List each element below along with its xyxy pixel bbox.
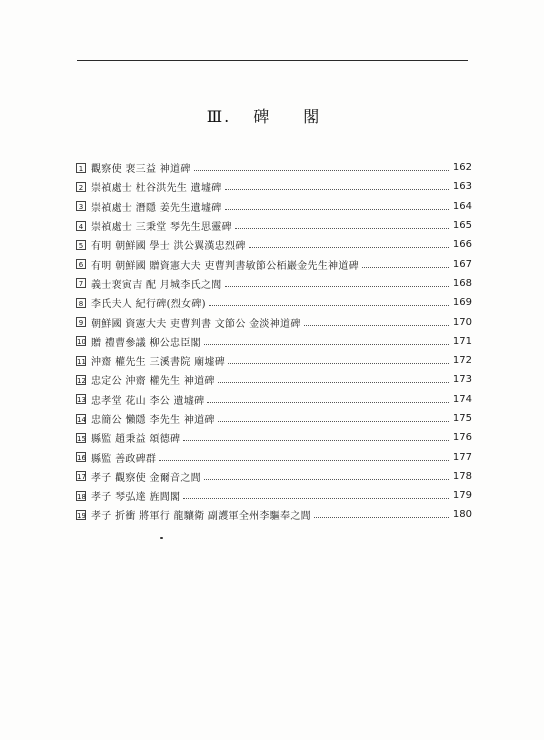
toc-entry-page: 171 <box>452 335 472 347</box>
toc-entry <box>76 216 472 235</box>
toc-dot-leader <box>194 170 449 171</box>
toc-entry-title: 忠簡公 懶隱 李先生 神道碑 <box>91 415 215 426</box>
toc-dot-leader <box>314 517 449 518</box>
toc-dot-leader <box>225 189 449 190</box>
toc-entry-number: 13 <box>77 396 86 405</box>
toc-entry-number: 6 <box>76 259 86 269</box>
toc-entry-title: 忠孝堂 花山 李公 遺墟碑 <box>91 395 205 407</box>
toc-entry-page: 169 <box>452 297 472 309</box>
toc-dot-leader <box>218 382 449 383</box>
toc-entry-page: 176 <box>452 432 472 444</box>
toc-entry-page: 165 <box>452 220 472 232</box>
toc-dot-leader <box>225 209 449 210</box>
toc-entry-page: 180 <box>452 509 472 521</box>
toc-entry-page: 177 <box>452 451 472 463</box>
toc-dot-leader <box>304 325 449 326</box>
toc-entry-page: 172 <box>452 355 472 367</box>
toc-entry-page: 164 <box>452 200 472 212</box>
toc-entry-page: 178 <box>452 470 472 482</box>
toc-entry-number: 8 <box>76 298 86 308</box>
section-numeral: Ⅲ. <box>206 107 232 126</box>
toc-entry <box>76 293 472 312</box>
print-speck <box>160 537 163 539</box>
toc-dot-leader <box>204 479 449 480</box>
toc-dot-leader <box>228 363 449 364</box>
toc-dot-leader <box>183 498 449 499</box>
toc-entry-title: 崇禎處士 杜谷洪先生 遺墟碑 <box>91 183 222 195</box>
toc-entry-number: 16 <box>77 454 86 463</box>
toc-dot-leader <box>235 228 449 229</box>
toc-dot-leader <box>183 440 449 441</box>
toc-entry-page: 174 <box>452 393 472 405</box>
toc-dot-leader <box>249 247 449 248</box>
toc-entry-number: 4 <box>76 221 86 231</box>
toc-entry-title: 忠定公 沖齋 權先生 神道碑 <box>91 376 215 388</box>
toc-entry-page: 167 <box>452 258 472 270</box>
toc-entry <box>76 505 472 524</box>
top-rule <box>77 60 468 61</box>
toc-entry <box>76 158 472 177</box>
toc-entry-number: 5 <box>76 240 86 250</box>
toc-dot-leader <box>204 344 449 345</box>
table-of-contents <box>76 158 472 525</box>
toc-entry-title: 孝子 琴弘達 旌閭閣 <box>91 492 181 504</box>
toc-entry-number: 3 <box>76 201 86 211</box>
toc-dot-leader <box>159 460 449 461</box>
section-title-char-2: 閣 <box>303 107 322 126</box>
toc-entry-page: 162 <box>452 162 472 174</box>
toc-entry <box>76 486 472 505</box>
toc-entry <box>76 447 472 466</box>
toc-entry-title: 縣監 善政碑群 <box>91 453 157 465</box>
toc-entry-number: 19 <box>77 511 86 520</box>
toc-entry <box>76 428 472 447</box>
toc-entry-number: 9 <box>76 317 86 327</box>
toc-entry-title: 有明 朝鮮國 學士 洪公翼漢忠烈碑 <box>91 241 246 253</box>
toc-entry-title: 朝鮮國 資憲大夫 吏曹判書 文節公 金淡神道碑 <box>91 318 301 330</box>
toc-entry-title: 義士裵寅吉 配 月城李氏之閭 <box>91 279 222 291</box>
toc-dot-leader <box>209 305 449 306</box>
toc-entry-page: 173 <box>452 374 472 386</box>
toc-entry-title: 孝子 折衝 將軍行 龍驤衛 副護軍全州李驅奉之閭 <box>91 511 311 523</box>
toc-entry <box>76 254 472 273</box>
toc-entry <box>76 274 472 293</box>
toc-entry-title: 孝子 觀察使 金爾音之閭 <box>91 472 201 484</box>
toc-entry <box>76 467 472 486</box>
toc-entry-number: 17 <box>77 473 86 482</box>
toc-entry-page: 166 <box>452 239 472 251</box>
section-title <box>0 104 544 127</box>
toc-dot-leader <box>218 421 449 422</box>
toc-entry <box>76 177 472 196</box>
toc-entry <box>76 197 472 216</box>
toc-entry <box>76 312 472 331</box>
toc-entry-title: 崇禎處士 潛隱 姜先生遺墟碑 <box>91 202 222 214</box>
toc-entry-title: 贈 禮曹參議 柳公忠臣閣 <box>91 337 201 349</box>
toc-entry <box>76 351 472 370</box>
toc-dot-leader <box>207 402 449 403</box>
toc-entry-number: 12 <box>77 376 86 385</box>
toc-entry-number: 10 <box>77 338 86 347</box>
toc-entry <box>76 235 472 254</box>
toc-entry <box>76 390 472 409</box>
toc-entry-title: 崇禎處士 三秉堂 琴先生思靈碑 <box>91 222 232 234</box>
toc-entry <box>76 409 472 428</box>
toc-dot-leader <box>362 267 449 268</box>
toc-entry-title: 沖齋 權先生 三溪書院 廟墟碑 <box>91 357 226 369</box>
toc-entry-page: 163 <box>452 181 472 193</box>
section-title-char-1: 碑 <box>253 107 272 126</box>
toc-entry-number: 14 <box>77 415 86 424</box>
toc-dot-leader <box>225 286 449 287</box>
toc-entry-number: 11 <box>77 357 86 366</box>
toc-entry-page: 175 <box>452 413 472 424</box>
toc-entry-title: 李氏夫人 紀行碑(烈女碑) <box>91 299 206 311</box>
toc-entry-page: 170 <box>452 316 472 328</box>
toc-entry-number: 7 <box>76 278 86 288</box>
toc-entry-number: 15 <box>77 434 86 443</box>
toc-entry-title: 縣監 趙秉益 頌德碑 <box>91 434 181 446</box>
toc-entry-number: 2 <box>76 182 86 192</box>
toc-entry-number: 18 <box>77 492 86 501</box>
toc-entry <box>76 332 472 351</box>
toc-entry-page: 168 <box>452 277 472 289</box>
toc-entry-number: 1 <box>76 163 86 173</box>
toc-entry-page: 179 <box>452 490 472 502</box>
toc-entry-title: 有明 朝鮮國 贈資憲大夫 吏曹判書敏節公栢巖金先生神道碑 <box>91 260 359 272</box>
toc-entry <box>76 370 472 389</box>
toc-entry-title: 觀察使 裵三益 神道碑 <box>91 164 191 176</box>
